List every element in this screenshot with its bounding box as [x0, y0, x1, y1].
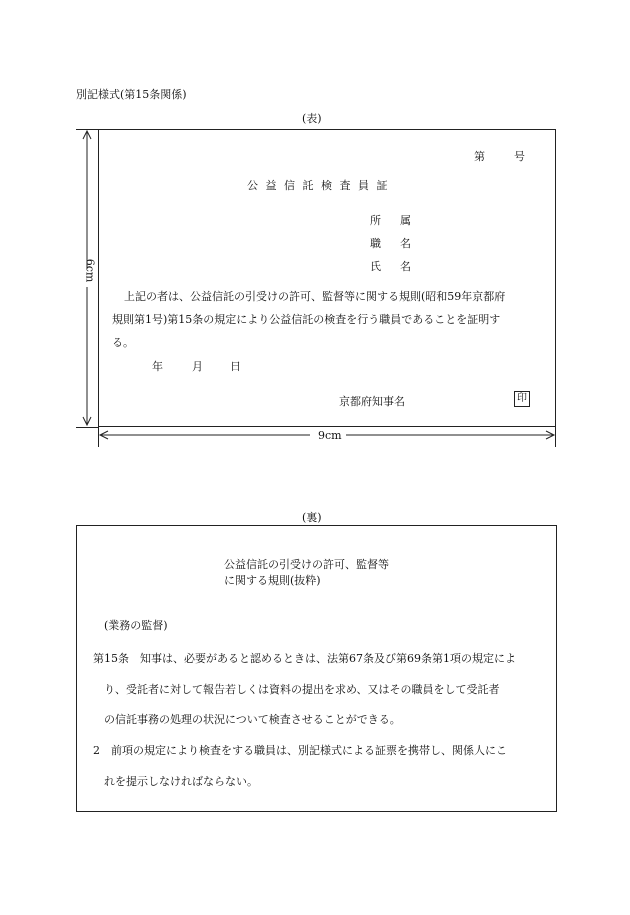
date-year: 年: [152, 360, 163, 373]
card-title: 公 益 信 託 検 査 員 証: [247, 179, 390, 192]
field-affiliation: 所 属: [370, 214, 415, 227]
article-line1: 第15条 知事は、必要があると認めるときは、法第67条及び第69条第1項の規定によ: [93, 652, 516, 665]
article-line2: り、受託者に対して報告若しくは資料の提出を求め、又はその職員をして受託者: [104, 683, 500, 696]
back-title-line1: 公益信託の引受けの許可、監督等: [224, 558, 389, 571]
issuer-name: 京都府知事名: [339, 395, 405, 408]
date-day: 日: [230, 360, 241, 373]
paragraph2-line2: れを提示しなければならない。: [104, 775, 258, 788]
number-prefix: 第: [474, 150, 485, 163]
front-side-label: (表): [302, 112, 322, 125]
front-body-line3: る。: [112, 336, 134, 349]
seal-mark: 印: [514, 391, 530, 407]
front-card: [98, 129, 556, 427]
date-month: 月: [192, 360, 203, 373]
front-body-line2: 規則第1号)第15条の規定により公益信託の検査を行う職員であることを証明す: [112, 313, 501, 326]
section-heading: (業務の監督): [104, 619, 168, 632]
width-dimension-label: 9cm: [318, 429, 342, 442]
back-side-label: (裏): [302, 511, 322, 524]
article-line3: の信託事務の処理の状況について検査させることができる。: [104, 713, 401, 726]
number-suffix: 号: [514, 150, 525, 163]
field-position: 職 名: [370, 237, 415, 250]
front-body-line1: 上記の者は、公益信託の引受けの許可、監督等に関する規則(昭和59年京都府: [124, 290, 506, 303]
field-name: 氏 名: [370, 260, 415, 273]
paragraph2-line1: 2 前項の規定により検査をする職員は、別記様式による証票を携帯し、関係人にこ: [93, 744, 507, 757]
height-dimension-label: 6cm: [83, 258, 97, 283]
back-title-line2: に関する規則(抜粋): [224, 574, 321, 587]
form-title: 別記様式(第15条関係): [76, 88, 187, 101]
